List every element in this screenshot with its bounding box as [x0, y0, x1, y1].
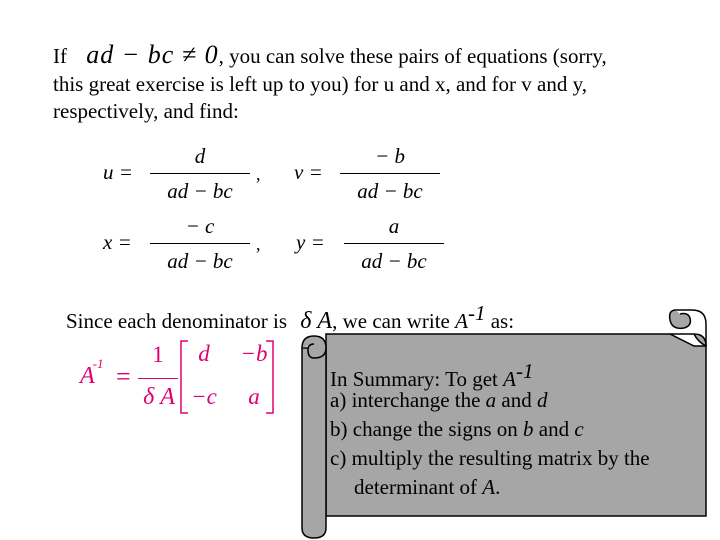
inverse-frac-den: δ A	[143, 384, 175, 410]
summary-item-b-text: b) change the signs on	[330, 417, 518, 441]
summary-item-c-end: .	[495, 475, 501, 499]
inverse-equals: =	[116, 362, 131, 391]
inverse-lhs	[80, 356, 104, 390]
summary-item-b-var1: b	[523, 417, 534, 441]
eq-u-comma: ,	[256, 164, 261, 184]
eq-u-denominator: ad − bc	[167, 179, 233, 203]
eq-x-label: x =	[103, 230, 132, 254]
summary-item-a-var1: a	[485, 388, 497, 412]
scroll-top-roll	[670, 310, 691, 328]
summary-item-a-text: a) interchange the	[330, 388, 481, 412]
since-text: Since each denominator is	[66, 309, 288, 333]
inverse-lhs-a: A	[80, 363, 95, 389]
summary-item-b-mid: and	[538, 417, 570, 441]
summary-item-b	[330, 415, 584, 444]
eq-x-numerator: − c	[185, 214, 215, 238]
matrix-m11: d	[198, 341, 210, 366]
eq-y-label: y =	[296, 230, 325, 254]
since-inv-sup: -1	[467, 301, 486, 325]
intro-line-2: this great exercise is left up to you) for u and x, and for v and y,	[53, 72, 587, 96]
fraction-bar	[340, 173, 440, 174]
eq-v-numerator: − b	[375, 144, 405, 168]
summary-title-sup: -1	[515, 359, 534, 383]
summary-item-c-text: determinant of	[354, 475, 478, 499]
summary-title-a: A	[503, 367, 516, 391]
summary-item-a	[330, 386, 548, 415]
intro-line-1-rest: , you can solve these pairs of equations (sorry,	[218, 44, 607, 68]
since-rest: , we can write	[332, 309, 450, 333]
since-a: A	[455, 309, 468, 333]
eq-y-denominator: ad − bc	[361, 249, 427, 273]
eq-v-fraction	[340, 142, 440, 205]
eq-u-fraction	[150, 142, 250, 205]
inverse-frac-num: 1	[152, 342, 164, 367]
summary-item-a-mid: and	[501, 388, 532, 412]
eq-u-label: u =	[103, 160, 133, 184]
eq-x-denominator: ad − bc	[167, 249, 233, 273]
if-word: If	[53, 44, 67, 68]
intro-line-1	[53, 42, 607, 69]
eq-x-comma: ,	[256, 234, 261, 254]
inverse-lhs-sup: -1	[92, 356, 104, 371]
summary-item-a-var2: d	[537, 388, 548, 412]
eq-y-numerator: a	[388, 214, 400, 238]
summary-item-c: c) multiply the resulting matrix by the	[330, 446, 650, 470]
intro-line-3: respectively, and find:	[53, 99, 239, 123]
since-as: as:	[490, 309, 515, 333]
summary-item-c-line2	[354, 473, 500, 502]
summary-title-text: In Summary: To get	[330, 367, 498, 391]
eq-u-numerator: d	[194, 144, 206, 168]
inverse-frac-bar	[138, 378, 178, 379]
eq-x-fraction	[150, 212, 250, 275]
matrix-m12: −b	[240, 341, 268, 366]
eq-y-fraction	[344, 212, 444, 275]
fraction-bar	[344, 243, 444, 244]
summary-item-c-var: A	[482, 475, 496, 499]
summary-item-b-var2: c	[574, 417, 584, 441]
matrix-m22: a	[248, 384, 260, 409]
condition-formula: ad − bc ≠ 0	[86, 40, 219, 69]
eq-v-label: v =	[294, 160, 323, 184]
fraction-bar	[150, 173, 250, 174]
eq-v-denominator: ad − bc	[357, 179, 423, 203]
delta-a: δ A	[300, 308, 333, 334]
matrix-m21: −c	[191, 384, 217, 409]
scroll-left-roll	[302, 348, 326, 538]
fraction-bar	[150, 243, 250, 244]
